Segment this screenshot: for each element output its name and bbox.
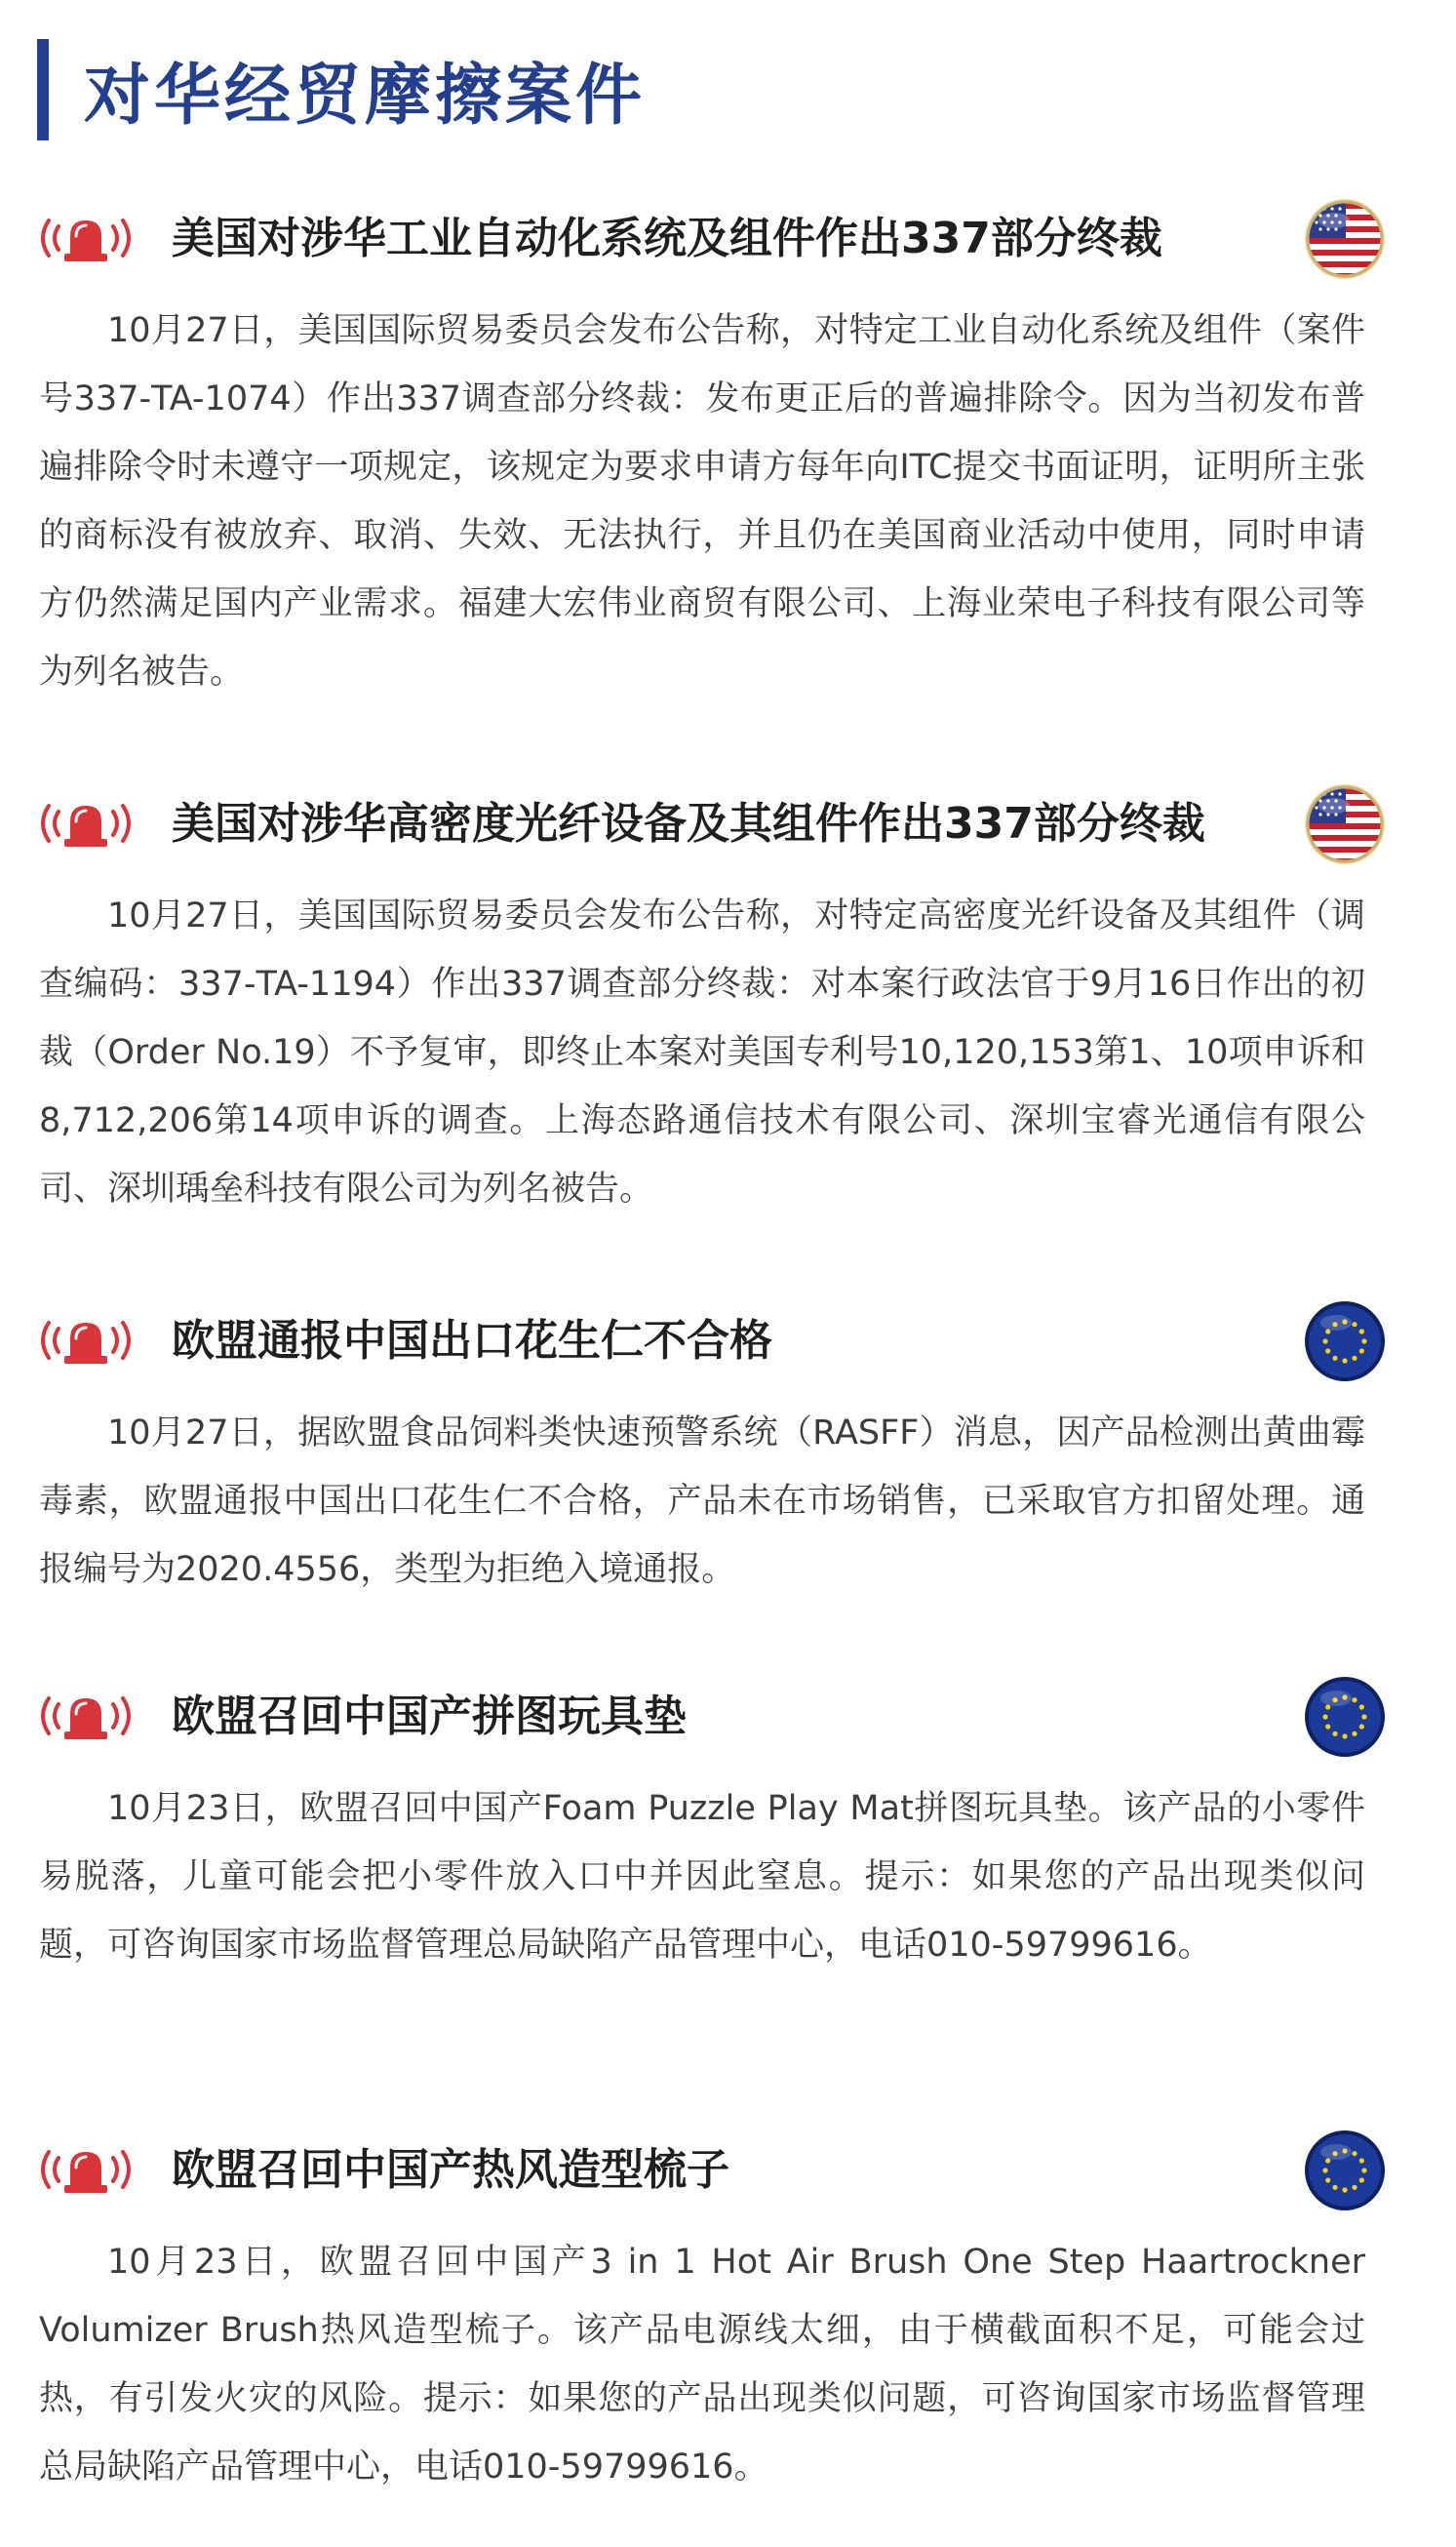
- case-body: 10月27日，美国国际贸易委员会发布公告称，对特定工业自动化系统及组件（案件号337-TA-1074）作出337调查部分终裁：发布更正后的普遍排除令。因为当初发布普遍排除令时未遵守一项规定，该规定为要求申请方每年向ITC提交书面证明，证明所主张的商标没有被放弃、取消、失效、无法执行，并且仍在美国商业活动中使用，同时申请方仍然满足国内产业需求。福建大宏伟业商贸有限公司、上海业荣电子科技有限公司等为列名被告。: [39, 311, 1365, 692]
- case-header: [37, 2127, 1422, 2214]
- case-body: 10月27日，美国国际贸易委员会发布公告称，对特定高密度光纤设备及其组件（调查编码：337-TA-1194）作出337调查部分终裁：对本案行政法官于9月16日作出的初裁（Order No.19）不予复审，即终止本案对美国专利号10,120,153第1、10项申诉和8,712,206第14项申诉的调查。上海态路通信技术有限公司、深圳宝睿光通信有限公司、深圳瑀垒科技有限公司为列名被告。: [39, 896, 1365, 1209]
- page-title: 对华经贸摩擦案件: [84, 57, 647, 135]
- case-title: 美国对涉华高密度光纤设备及其组件作出337部分终裁: [172, 799, 1205, 849]
- case-title: 欧盟召回中国产热风造型梳子: [172, 2145, 729, 2195]
- case-title: 欧盟通报中国出口花生仁不合格: [172, 1316, 772, 1366]
- case-header: [37, 1297, 1422, 1385]
- alarm-bell-icon: [37, 798, 135, 849]
- us-flag-icon: [1303, 197, 1387, 281]
- page-header: [37, 37, 646, 142]
- eu-flag-icon: [1303, 2129, 1387, 2212]
- us-flag-icon: [1303, 782, 1387, 866]
- header-accent-bar: [37, 39, 49, 140]
- case-body: 10月23日，欧盟召回中国产Foam Puzzle Play Mat拼图玩具垫。该产品的小零件易脱落，儿童可能会把小零件放入口中并因此窒息。提示：如果您的产品出现类似问题，可咨询国家市场监督管理总局缺陷产品管理中心，电话010-59799616。: [39, 1789, 1365, 1965]
- case-title: 欧盟召回中国产拼图玩具垫: [172, 1691, 687, 1741]
- eu-flag-icon: [1303, 1675, 1387, 1759]
- case-body: 10月23日，欧盟召回中国产3 in 1 Hot Air Brush One Step Haartrockner Volumizer Brush热风造型梳子。该产品电源线太细，由于横截面积不足，可能会过热，有引发火灾的风险。提示：如果您的产品出现类似问题，可咨询国家市场监督管理总局缺陷产品管理中心，电话010-59799616。: [39, 2243, 1365, 2487]
- alarm-bell-icon: [37, 1315, 135, 1366]
- case-title: 美国对涉华工业自动化系统及组件作出337部分终裁: [172, 214, 1162, 263]
- case-header: [37, 195, 1422, 283]
- case-header: [37, 780, 1422, 868]
- case-body: 10月27日，据欧盟食品饲料类快速预警系统（RASFF）消息，因产品检测出黄曲霉毒素，欧盟通报中国出口花生仁不合格，产品未在市场销售，已采取官方扣留处理。通报编号为2020.4556，类型为拒绝入境通报。: [39, 1413, 1365, 1589]
- case-header: [37, 1673, 1422, 1761]
- alarm-bell-icon: [37, 1691, 135, 1741]
- eu-flag-icon: [1303, 1299, 1387, 1383]
- alarm-bell-icon: [37, 213, 135, 263]
- alarm-bell-icon: [37, 2144, 135, 2195]
